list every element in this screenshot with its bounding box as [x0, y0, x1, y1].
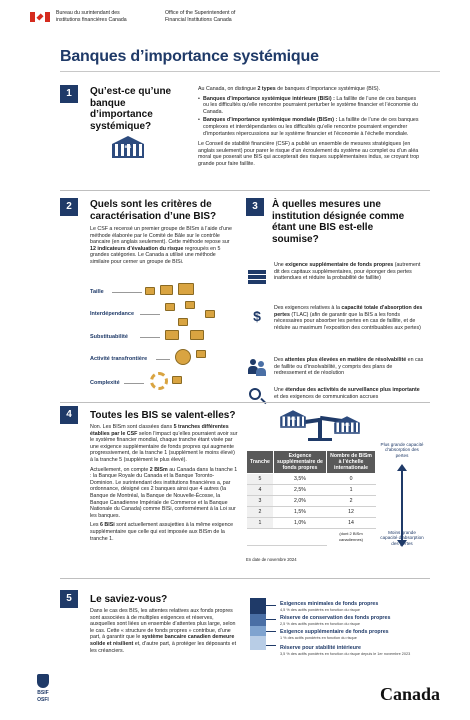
- s5-para-post: et, d’autre part, à protéger les déposants et les créanciers.: [90, 640, 237, 654]
- criterion-substitutability-line: [140, 337, 160, 338]
- s1-b2-text: La faillite de l’une de ces banques complexes et interdépendantes ou les difficultés qu’elle rencontre pourraient engendrer d’importantes répercussions sur le système financier et l’économie à l’échelle mondiale.: [203, 117, 419, 137]
- capital-sub-2: 2,5 % des actifs pondérés en fonction du risque: [280, 622, 360, 626]
- section-2-title: Quels sont les critères de caractérisation d’une BIS?: [90, 199, 217, 222]
- table-cell: 1: [327, 485, 376, 496]
- s3-item-3-post: en cas de faillite ou d’insolvabilité, y compris des plans de redressement et de résolution: [274, 357, 424, 377]
- network-node-3-icon: [205, 310, 215, 318]
- building-medium-icon: [160, 285, 173, 295]
- bank-building-icon: [112, 136, 144, 158]
- bank-left-icon: [280, 410, 306, 428]
- s3-item-1-post: (autrement dit des capitaux supplémentaires, pour éponger des pertes inattendues et réduire la probabilité de faillite): [274, 262, 421, 282]
- section-1-title: Qu’est-ce qu’une banque d’importance systémique?: [90, 86, 172, 132]
- s3-item-2: [274, 305, 424, 331]
- arrow-up-icon: [397, 464, 407, 471]
- s3-item-2-bold: capacité totale d’absorption des pertes: [274, 305, 423, 318]
- capital-sub-4: 3,5 % des actifs pondérés en fonction du risque depuis le 1er novembre 2023: [280, 652, 411, 656]
- divider-3: [60, 578, 430, 579]
- scale-post: [318, 418, 322, 440]
- table-cell: 1,5%: [273, 507, 326, 518]
- network-node-1-icon: [165, 303, 175, 311]
- s4-p3-post: sont actuellement assujetties à la même exigence supplémentaire que celle qui est imposée aux BISm de la tranche 1.: [90, 522, 234, 542]
- capital-bar-1: [250, 598, 266, 614]
- table-header-tranche: Tranche: [247, 451, 274, 474]
- section-4-title: Toutes les BIS se valent-elles?: [90, 410, 236, 421]
- criterion-size-line: [112, 292, 142, 293]
- network-node-2-icon: [185, 301, 195, 309]
- osfi-logo: [30, 674, 56, 706]
- section-2-number: 2: [60, 198, 78, 216]
- criterion-interconnectedness-line: [140, 314, 160, 315]
- table-cell: 4: [247, 485, 274, 496]
- s1-b1-bold: Banques d’importance systémique intérieure (BISi) :: [203, 95, 335, 102]
- swap-bank-2-icon: [190, 330, 204, 340]
- table-footnote: (dont 2 BISm canadiennes): [338, 531, 364, 542]
- table-cell: 3: [247, 496, 274, 507]
- s3-item-4-pre: Une: [274, 387, 286, 393]
- money-stack-icon: [246, 262, 268, 284]
- s3-item-1-bold: exigence supplémentaire de fonds propres: [285, 262, 394, 268]
- building-large-icon: [178, 283, 194, 295]
- header-fr: [56, 10, 166, 23]
- s3-item-4: [274, 387, 424, 400]
- table-cell: 5: [247, 474, 274, 485]
- table-header-count: Nombre de BISm à l’échelle internationale: [327, 451, 376, 474]
- s3-item-3: [274, 357, 424, 377]
- people-icon: [246, 357, 268, 379]
- title-divider: [60, 71, 440, 72]
- osfi-shield-icon: [37, 674, 49, 688]
- header-en-line1: Office of the Superintendent of: [165, 10, 236, 16]
- table-cell: 2: [327, 496, 376, 507]
- s3-item-2-pre: Des exigences relatives à la: [274, 305, 342, 311]
- table-cell: 0: [327, 474, 376, 485]
- logo-bottom-text: OSFI: [37, 697, 49, 703]
- s3-item-1-pre: Une: [274, 262, 286, 268]
- section-3-title: À quelles mesures une institution désignée comme étant une BIS est-elle soumise?: [272, 199, 405, 245]
- table-cell: 12: [327, 507, 376, 518]
- capital-bar-4: [250, 636, 266, 650]
- table-cell: 2,0%: [273, 496, 326, 507]
- s4-p1-pre: Non. Les BISm sont classées dans: [90, 424, 174, 430]
- capital-bar-2: [250, 614, 266, 626]
- table-cell: 2: [247, 507, 274, 518]
- section-1-number: 1: [60, 85, 78, 103]
- magnifier-icon: [246, 385, 268, 407]
- table-cell: 14: [327, 518, 376, 529]
- building-small-icon: [145, 287, 155, 295]
- top-capacity-label: Plus grande capacité d’absorption des pertes: [380, 442, 424, 458]
- s4-p2-pre: Actuellement, on compte: [90, 466, 150, 473]
- s2-para-pre: Le CSF a recensé un premier groupe de BISm à l’aide d’une méthode élaborée par le Comité de Bâle sur le contrôle bancaire (en anglais seulement). Cette méthode repose sur: [90, 226, 232, 246]
- header-en: [165, 10, 275, 23]
- table-row: [247, 474, 376, 485]
- s3-item-3-pre: Des: [274, 357, 285, 363]
- header: [30, 10, 450, 30]
- s1-intro-post: de banques d’importance systémique (BIS).: [275, 86, 380, 92]
- bank-left-label: BIS: [290, 416, 296, 421]
- header-fr-line2: institutions financières Canada: [56, 16, 127, 23]
- swap-bank-icon: [165, 330, 179, 340]
- s1-intro-bold: 2 types: [257, 86, 276, 92]
- canada-flag-icon: [30, 12, 50, 22]
- capital-label-1: Exigences minimales de fonds propres: [280, 601, 379, 607]
- gear-icon: [150, 372, 168, 390]
- s1-bullet-1: [198, 96, 420, 116]
- capital-line-1: [266, 605, 276, 606]
- table-row: [247, 507, 376, 518]
- table-cell: 1,0%: [273, 518, 326, 529]
- table-date-note: En date de novembre 2024: [246, 557, 297, 562]
- section-5-number: 5: [60, 590, 78, 608]
- s3-item-2-post: (TLAC) (afin de garantir que la BIS a les fonds nécessaires pour absorber les pertes en cas de faillite, et de réduire au maximum l’exposition des contribuables aux pertes): [274, 311, 421, 331]
- dollar-arrows-icon: $: [253, 308, 261, 324]
- s2-para-bold: 12 indicateurs d’évaluation du risque: [90, 245, 184, 252]
- scale-base: [308, 438, 332, 441]
- capital-line-3: [266, 631, 276, 632]
- capital-line-4: [266, 645, 276, 646]
- header-en-line2: Financial Institutions Canada: [165, 16, 232, 23]
- criterion-cross-border: Activité transfrontière: [90, 356, 148, 362]
- s4-p2-bold: 2 BISm: [149, 466, 168, 473]
- criterion-cross-border-line: [156, 359, 170, 360]
- s1-bullet-2: [198, 117, 420, 137]
- s1-b2-bold: Banques d’importance systémique mondiale (BISm) :: [203, 117, 338, 124]
- capital-label-3: Exigence supplémentaire de fonds propres: [280, 629, 389, 635]
- criterion-interconnectedness: Interdépendance: [90, 311, 135, 317]
- s4-p2-post: au Canada dans la tranche 1 : la Banque Royale du Canada et la Banque Toronto-Dominion. Le surintendant des institutions financières a, par ordonnance, désigné ces 2 banques ainsi que 4 autres (la Banque de Montréal, la Banque de Nouvelle-Écosse, la Banque Canadienne Impériale de Commerce et la Banque Nationale du Canada) comme BISi, conformément à la Loi sur les banques.: [90, 466, 238, 519]
- table-footnote-row: [247, 529, 376, 546]
- section-3-number: 3: [246, 198, 264, 216]
- bank-right-label: BIS: [344, 422, 350, 427]
- divider-2: [60, 402, 430, 403]
- s3-item-4-post: et des exigences de communication accrues: [274, 393, 379, 400]
- table-cell: 3,5%: [273, 474, 326, 485]
- header-fr-line1: Bureau du surintendant des: [56, 10, 120, 16]
- s3-item-4-bold: étendue des activités de surveillance plus importante: [285, 387, 420, 393]
- s1-intro: [198, 86, 420, 93]
- page-title: Banques d’importance systémique: [60, 48, 319, 65]
- section-2-text: [90, 226, 232, 269]
- section-4-number: 4: [60, 406, 78, 424]
- s2-para-post: regroupés en 5 grandes catégories. Le Canada a utilisé une méthode similaire pour cerner un groupe de BISi.: [90, 245, 221, 265]
- s4-p3-bold: 6 BISi: [100, 522, 115, 529]
- table-row: [247, 518, 376, 529]
- table-row: [247, 496, 376, 507]
- table-cell: 1: [247, 518, 274, 529]
- criterion-complexity-line: [124, 383, 144, 384]
- s5-para-pre: Dans le cas des BIS, les attentes relatives aux fonds propres sont associées à de multiples exigences et réserves, auxquelles sont liées un ensemble d’attentes plus large, selon le cas. Cette « structure de fonds propres » contribue, d’une part, à garantir que le: [90, 608, 236, 641]
- s4-p3-pre: Les: [90, 522, 101, 529]
- capital-bar-3: [250, 626, 266, 636]
- divider-1: [60, 190, 430, 191]
- s4-p1-post: selon l’impact qu’elles pourraient avoir sur le système financier mondial, chaque tranche étant visée par une exigence supplémentaire de fonds propres qui augmente progressivement, de la tranche 1 (supplément le moins élevé) à la tranche 5 (supplément le plus élevé).: [90, 430, 238, 463]
- s3-item-3-bold: attentes plus élevées en matière de résolvabilité: [284, 357, 407, 363]
- bank-label: BIS: [124, 144, 132, 149]
- section-5-title: Le saviez-vous?: [90, 594, 168, 605]
- network-node-4-icon: [178, 318, 188, 326]
- s1-para2: Le Conseil de stabilité financière (CSF) a publié un ensemble de mesures stratégiques (en anglais seulement) pour parer le risque d’un écroulement du système au complet ou d’un aléa moral que poserait une BIS qui accepterait des risques supplémentaires indus, se croyant trop grande pour faire faillite.: [198, 141, 420, 167]
- criterion-substitutability: Substituabilité: [90, 334, 128, 340]
- capital-sub-1: 4,5 % des actifs pondérés en fonction du risque: [280, 608, 360, 612]
- globe-icon: [175, 349, 191, 365]
- capital-label-4: Réserve pour stabilité intérieure: [280, 645, 361, 651]
- s1-b1-text: La faillite de l’une de ces banques ou les difficultés qu’elle rencontre pourraient perturber le système financier et l’économie du Canada.: [203, 95, 418, 115]
- section-4-text: [90, 424, 238, 545]
- capital-sub-3: 1 % des actifs pondérés en fonction du risque: [280, 636, 357, 640]
- s5-para-bold: système bancaire canadien demeure solide et résilient: [90, 634, 235, 647]
- section-1-text: [198, 86, 420, 171]
- s1-intro-pre: Au Canada, on distingue: [198, 86, 258, 92]
- criterion-size: Taille: [90, 289, 104, 295]
- s4-p1-bold: 5 tranches différentes établies par le CSF: [90, 424, 229, 437]
- capital-label-2: Réserve de conservation des fonds propres: [280, 615, 391, 621]
- s3-item-1: [274, 262, 424, 282]
- tranche-table: [246, 450, 376, 546]
- capital-line-2: [266, 619, 276, 620]
- cross-border-bank-icon: [196, 350, 206, 358]
- table-cell: 2,5%: [273, 485, 326, 496]
- bank-right-icon: [334, 416, 360, 434]
- section-5-text: [90, 608, 240, 657]
- criterion-complexity: Complexité: [90, 380, 120, 386]
- table-header-requirement: Exigence supplémentaire de fonds propres: [273, 451, 326, 474]
- complex-bank-icon: [172, 376, 182, 384]
- bottom-capacity-label: Moins grande capacité d’absorption des pertes: [380, 530, 424, 546]
- logo-top-text: BSIF: [37, 690, 49, 696]
- canada-wordmark: Canada: [380, 684, 441, 704]
- table-row: [247, 485, 376, 496]
